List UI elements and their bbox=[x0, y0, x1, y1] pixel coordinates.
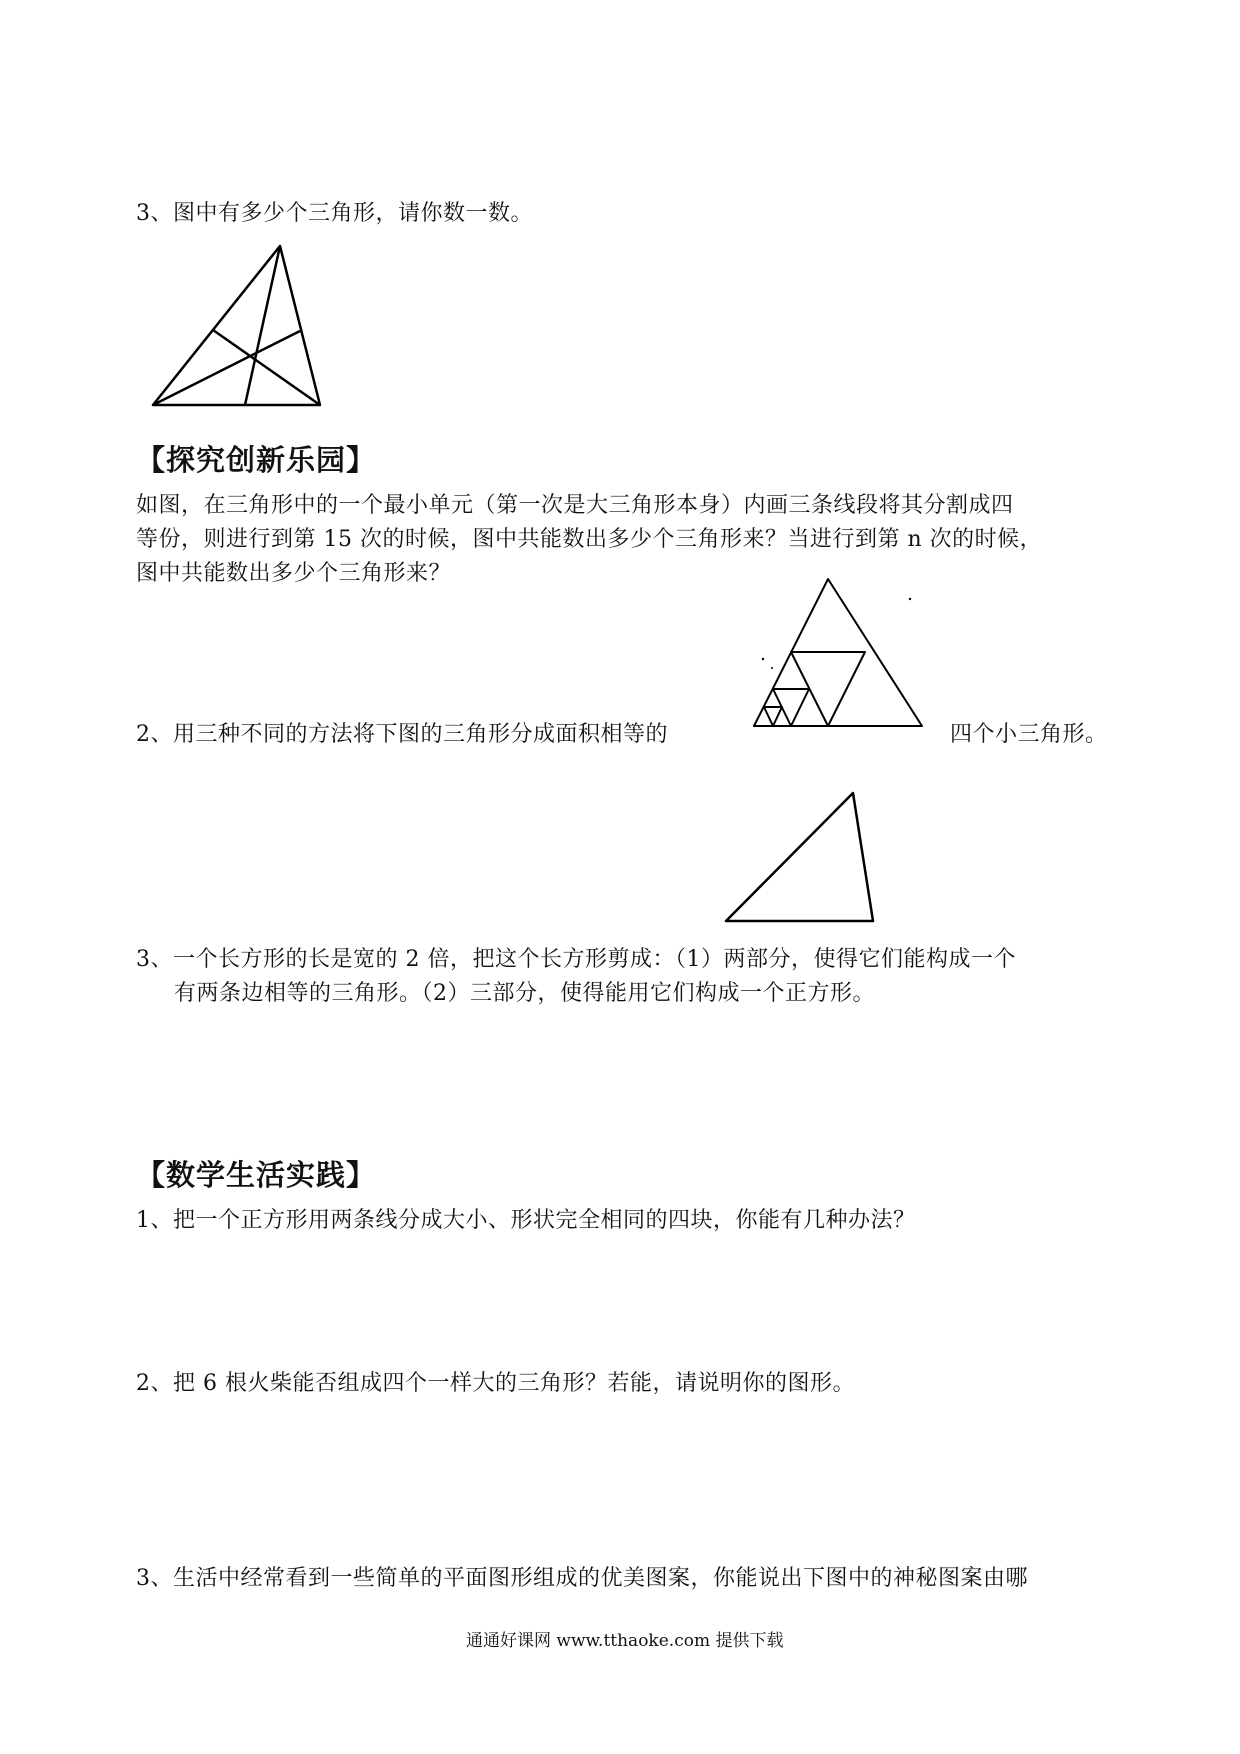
section-title-practice: 【数学生活实践】 bbox=[136, 1158, 377, 1192]
explore-intro-line-3: 图中共能数出多少个三角形来？ bbox=[136, 561, 452, 586]
practice-q1-text: 1、把一个正方形用两条线分成大小、形状完全相同的四块，你能有几种办法？ bbox=[136, 1208, 916, 1233]
explore-intro-line-1: 如图，在三角形中的一个最小单元（第一次是大三角形本身）内画三条线段将其分割成四 bbox=[136, 493, 1014, 518]
explore-q3-line-1: 3、一个长方形的长是宽的 2 倍，把这个长方形剪成：（1）两部分，使得它们能构成一个 bbox=[136, 947, 1016, 972]
recursive-triangle-figure bbox=[736, 571, 930, 731]
triangle-to-divide-figure bbox=[680, 766, 884, 934]
page-footer: 通通好课网 www.tthaoke.com 提供下载 bbox=[466, 1631, 784, 1651]
explore-intro-line-2: 等份，则进行到第 15 次的时候，图中共能数出多少个三角形来？当进行到第 n 次的时候， bbox=[136, 527, 1043, 552]
explore-q2-text-right: 四个小三角形。 bbox=[950, 722, 1108, 747]
practice-q3-text: 3、生活中经常看到一些简单的平面图形组成的优美图案，你能说出下图中的神秘图案由哪 bbox=[136, 1566, 1029, 1591]
explore-q2-text-left: 2、用三种不同的方法将下图的三角形分成面积相等的 bbox=[136, 722, 668, 747]
problem-3-counting-text: 3、图中有多少个三角形，请你数一数。 bbox=[136, 201, 533, 226]
section-title-explore: 【探究创新乐园】 bbox=[136, 443, 377, 477]
practice-q2-text: 2、把 6 根火柴能否组成四个一样大的三角形？若能，请说明你的图形。 bbox=[136, 1371, 855, 1396]
explore-q3-line-2: 有两条边相等的三角形。（2）三部分，使得能用它们构成一个正方形。 bbox=[174, 981, 875, 1006]
triangle-counting-figure bbox=[136, 238, 324, 416]
